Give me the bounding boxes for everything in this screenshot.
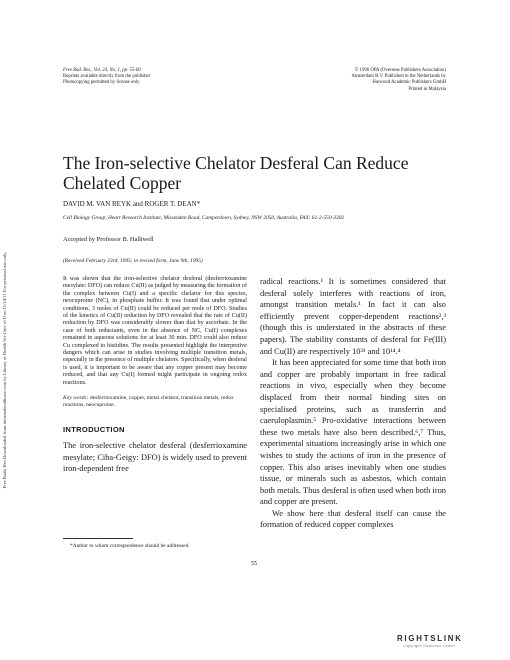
keywords-text: desferrioxamine, copper, metal chelator, transition metals, redox reactions, neocuproine. [63,395,234,409]
download-side-note: Free Radic Res Downloaded from informahealthcare.com by Library of Health Sci-Univ of Il on 11/14/11 For personal use only. [2,251,7,489]
page-number: 55 [251,561,257,567]
journal-header-left [63,68,150,87]
introduction-paragraph: The iron-selective chelator desferal (desferrioxamine mesylate; Ciba-Geigy: DFO) is widely used to prevent iron-dependent free [63,441,247,474]
body-paragraph-2: It has been appreciated for some time that both iron and copper are probably important in free radical reactions in vivo, especially when they become displaced from their normal binding sites on specialised proteins, such as transferrin and caeruloplasmin.⁵ Pro-oxidative interactions between these two metals have also been described.⁶,⁷ Thus, experimental situations increasingly arise in which one wishes to study the actions of iron in the presence of copper. This also arises inevitably when one studies tissue, or minerals such as asbestos, which contain both metals. Thus desferal is often used when both iron and copper are present. [260,358,446,507]
affiliation: Cell Biology Group, Heart Research Institute, Missenden Road, Camperdown, Sydney, NSW 2050, Australia, FAX: 61-2-550-3302 [63,215,345,221]
printed-line: Printed in Malaysia [408,86,446,92]
copyright-line: © 1996 OPA (Overseas Publishers Association) [354,68,446,73]
keywords [63,395,247,409]
article-title: The Iron-selective Chelator Desferal Can Reduce Chelated Copper [63,153,409,193]
reprints-note: Reprints available directly from the publisher [63,74,151,80]
introduction-heading: INTRODUCTION [63,425,125,435]
publisher-line-2: Harwood Academic Publishers GmbH [372,80,446,86]
left-column [63,276,247,475]
right-column [260,276,446,531]
footnote: *Author to whom correspondence should be addressed. [70,543,190,549]
footnote-divider [63,538,133,539]
keywords-label: Key words: [63,395,89,402]
abstract: It was shown that the iron-selective chelator desferal (desferrioxamine mesylate: DFO) can reduce Cu(II) as judged by measuring the formation of the complex between Cu(I) and a specific chelator for this species, neocuproine (NC), in phosphate buffer. It was found that under optimal conditions, 3 moles of Cu(II) could be reduced per mole of DFO. Studies of the kinetics of Cu(II) reduction by DFO revealed that the rate of Cu(II) reduction by DFO was considerably slower than that by ascorbate. In the case of both reductants, even in the absence of NC, Cu(I) complexes remained in aqueous solutions for at least 30 min. DFO could also reduce Cu complexed to histidine. The results presented highlight the interpretive dangers which can arise in studies involving multiple transition metals, especially in the presence of multiple chelators. Specifically, when desferal is used, it is important to be aware that any copper present may become reduced, and that any Cu(I) formed might participate in ongoing redox reactions. [63,276,247,386]
body-paragraph-3: We show here that desferal itself can cause the formation of reduced copper complexes [260,508,446,530]
copyright-header-right [351,68,446,93]
rightslink-tagline: Copyright Clearance Center [403,644,456,648]
accepted-by: Accepted by Professor B. Halliwell [63,236,154,243]
body-paragraph-1: radical reactions.¹ It is sometimes considered that desferal solely interferes with reactions of iron, amongst transition metals.¹ In fact it can also efficiently prevent copper-dependent reactions²,³ (though this is understated in the abstracts of these papers). The stability constants of desferal for Fe(III) and Cu(II) are respectively 10³¹ and 10¹⁴.⁴ [260,277,446,356]
authors: DAVID M. VAN REYK and ROGER T. DEAN* [63,200,201,208]
journal-citation: Free Rad. Res., Vol. 24, No. 1, pp. 55-60 [63,68,141,73]
publisher-line-1: Amsterdam B.V. Published in the Netherlands by [351,74,446,80]
rightslink-logo[interactable]: RIGHTSLINK [397,634,463,643]
photocopy-note: Photocopying permitted by license only [63,80,140,86]
received-dates: (Received February 23rd, 1995; in revised form, June 9th, 1995) [63,258,203,264]
